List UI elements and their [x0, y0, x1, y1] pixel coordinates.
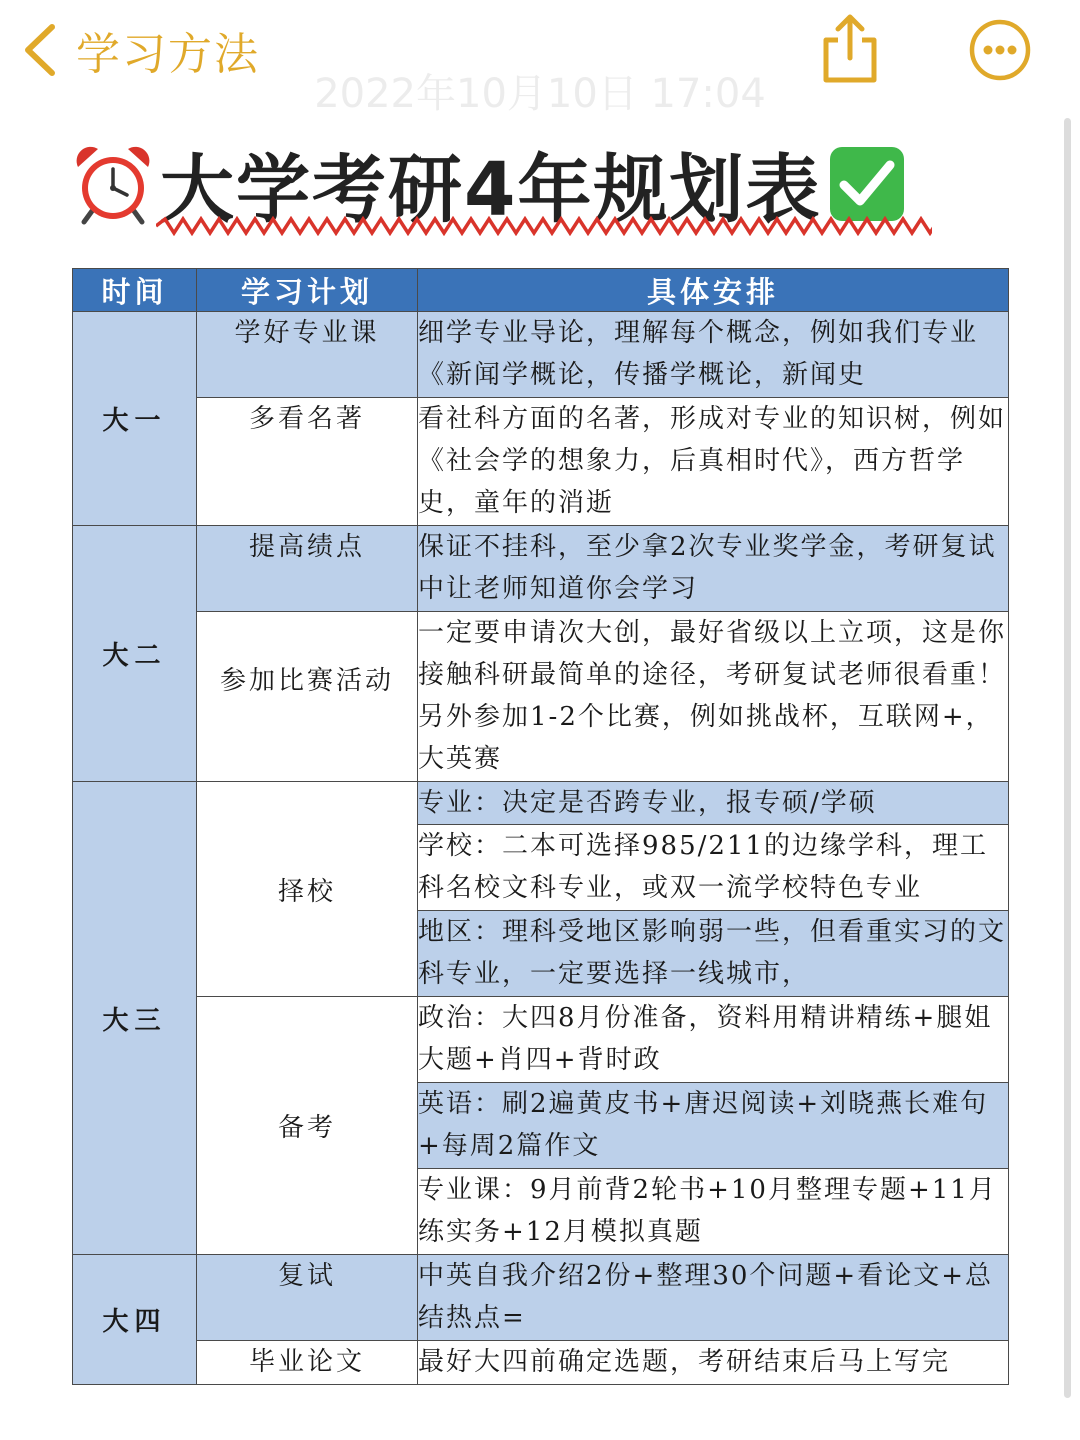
share-icon[interactable] [818, 12, 882, 84]
header-time: 时间 [73, 269, 197, 312]
table-row [73, 997, 1009, 1083]
table-row [73, 1255, 1009, 1341]
detail-cell: 英语：刷2遍黄皮书+唐迟阅读+刘晓燕长难句+每周2篇作文 [418, 1083, 1009, 1169]
study-plan-table [72, 268, 1009, 1385]
plan-cell: 学好专业课 [197, 312, 418, 398]
year-cell: 大二 [73, 526, 197, 782]
detail-cell: 专业：决定是否跨专业，报专硕/学硕 [418, 782, 1009, 825]
detail-cell: 看社科方面的名著，形成对专业的知识树，例如《社会学的想象力，后真相时代》，西方哲学史，童年的消逝 [418, 398, 1009, 526]
detail-cell: 细学专业导论，理解每个概念，例如我们专业《新闻学概论，传播学概论，新闻史 [418, 312, 1009, 398]
page-title: 大学考研4年规划表 [160, 147, 822, 233]
detail-cell: 学校：二本可选择985/211的边缘学科，理工科名校文科专业，或双一流学校特色专业 [418, 825, 1009, 911]
table-row [73, 312, 1009, 398]
plan-cell: 复试 [197, 1255, 418, 1341]
detail-cell: 最好大四前确定选题，考研结束后马上写完 [418, 1341, 1009, 1385]
title-underline-decoration [156, 216, 932, 236]
header-detail: 具体安排 [418, 269, 1009, 312]
table-row [73, 1341, 1009, 1385]
detail-cell: 政治：大四8月份准备，资料用精讲精练+腿姐大题+肖四+背时政 [418, 997, 1009, 1083]
detail-cell: 地区：理科受地区影响弱一些，但看重实习的文科专业，一定要选择一线城市， [418, 911, 1009, 997]
alarm-clock-icon [72, 143, 154, 225]
year-cell: 大三 [73, 782, 197, 1255]
plan-cell: 备考 [197, 997, 418, 1255]
table-row [73, 526, 1009, 612]
note-timestamp: 2022年10月10日 17:04 [314, 71, 766, 117]
plan-cell: 多看名著 [197, 398, 418, 526]
detail-cell: 中英自我介绍2份+整理30个问题+看论文+总结热点= [418, 1255, 1009, 1341]
year-cell: 大四 [73, 1255, 197, 1385]
table-row [73, 398, 1009, 526]
scrollbar[interactable] [1064, 118, 1071, 1398]
more-options-icon[interactable] [968, 18, 1032, 82]
year-cell: 大一 [73, 312, 197, 526]
table-row [73, 612, 1009, 782]
detail-cell: 保证不挂科，至少拿2次专业奖学金，考研复试中让老师知道你会学习 [418, 526, 1009, 612]
table-row [73, 782, 1009, 825]
detail-cell: 专业课：9月前背2轮书+10月整理专题+11月练实务+12月模拟真题 [418, 1169, 1009, 1255]
plan-cell: 毕业论文 [197, 1341, 418, 1385]
plan-cell: 参加比赛活动 [197, 612, 418, 782]
back-label: 学习方法 [76, 29, 260, 80]
plan-cell: 择校 [197, 782, 418, 997]
check-mark-icon [828, 145, 906, 223]
table-header-row [73, 269, 1009, 312]
header-plan: 学习计划 [197, 269, 418, 312]
detail-cell: 一定要申请次大创，最好省级以上立项，这是你接触科研最简单的途径，考研复试老师很看重！另外参加1-2个比赛，例如挑战杯，互联网+，大英赛 [418, 612, 1009, 782]
plan-cell: 提高绩点 [197, 526, 418, 612]
top-navigation-bar [0, 0, 1080, 117]
